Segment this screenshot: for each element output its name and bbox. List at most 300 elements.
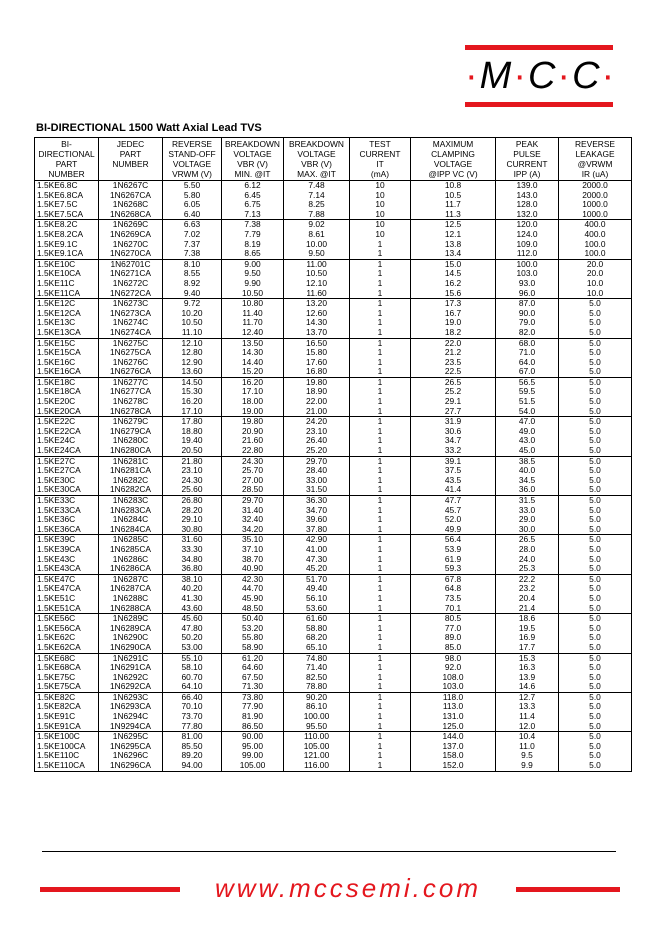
table-cell: 103.0	[496, 269, 559, 279]
table-cell: 1.5KE30C	[35, 476, 99, 486]
table-cell: 14.30	[284, 318, 350, 328]
table-cell: 95.00	[222, 742, 284, 752]
table-cell: 15.30	[163, 387, 222, 397]
table-cell: 47.0	[496, 417, 559, 427]
table-cell: 1	[350, 348, 411, 358]
table-cell: 7.02	[163, 230, 222, 240]
table-cell: 26.40	[284, 436, 350, 446]
table-cell: 71.40	[284, 663, 350, 673]
table-cell: 1N6287CA	[99, 584, 163, 594]
table-cell: 12.10	[284, 279, 350, 289]
column-header-line: MAX. @IT	[297, 169, 336, 179]
table-cell: 1.5KE7.5C	[35, 200, 99, 210]
table-cell: 128.0	[496, 200, 559, 210]
table-cell: 103.0	[411, 682, 496, 692]
table-cell: 5.0	[559, 742, 632, 752]
table-cell: 1	[350, 564, 411, 574]
table-cell: 73.80	[222, 692, 284, 702]
table-cell: 34.7	[411, 436, 496, 446]
table-cell: 34.20	[222, 525, 284, 535]
table-cell: 1.5KE82CA	[35, 702, 99, 712]
table-cell: 1N6293CA	[99, 702, 163, 712]
column-header-line: NUMBER	[48, 169, 85, 179]
table-cell: 12.40	[222, 328, 284, 338]
table-cell: 1N6283CA	[99, 506, 163, 516]
table-cell: 1N6296C	[99, 751, 163, 761]
table-cell: 26.5	[496, 535, 559, 545]
column-header-line: MIN. @IT	[234, 169, 271, 179]
table-cell: 7.38	[222, 220, 284, 230]
table-cell: 132.0	[496, 210, 559, 220]
table-cell: 5.0	[559, 663, 632, 673]
table-cell: 1	[350, 692, 411, 702]
table-cell: 43.5	[411, 476, 496, 486]
table-cell: 1	[350, 249, 411, 259]
column-header-line: REVERSE	[171, 139, 213, 149]
table-cell: 137.0	[411, 742, 496, 752]
column-header-line: IPP (A)	[513, 169, 541, 179]
table-cell: 1	[350, 397, 411, 407]
table-cell: 1.5KE27C	[35, 456, 99, 466]
table-cell: 5.0	[559, 604, 632, 614]
table-cell: 19.40	[163, 436, 222, 446]
table-cell: 18.90	[284, 387, 350, 397]
table-cell: 1N6269CA	[99, 230, 163, 240]
table-cell: 14.50	[163, 377, 222, 387]
table-cell: 82.0	[496, 328, 559, 338]
table-cell: 9.02	[284, 220, 350, 230]
table-cell: 121.00	[284, 751, 350, 761]
table-cell: 93.0	[496, 279, 559, 289]
table-cell: 1.5KE11C	[35, 279, 99, 289]
table-cell: 20.0	[559, 259, 632, 269]
table-cell: 53.60	[284, 604, 350, 614]
table-cell: 5.0	[559, 446, 632, 456]
table-cell: 1.5KE36C	[35, 515, 99, 525]
table-cell: 60.70	[163, 673, 222, 683]
table-cell: 5.0	[559, 653, 632, 663]
table-cell: 39.1	[411, 456, 496, 466]
table-cell: 32.40	[222, 515, 284, 525]
table-cell: 5.0	[559, 564, 632, 574]
table-cell: 23.2	[496, 584, 559, 594]
table-cell: 158.0	[411, 751, 496, 761]
table-cell: 26.80	[163, 496, 222, 506]
table-cell: 36.0	[496, 485, 559, 495]
table-cell: 11.60	[284, 289, 350, 299]
column-header	[222, 138, 284, 181]
table-cell: 9.50	[284, 249, 350, 259]
table-row	[35, 761, 632, 771]
table-cell: 8.92	[163, 279, 222, 289]
table-cell: 5.50	[163, 181, 222, 191]
table-cell: 58.90	[222, 643, 284, 653]
column-header-line: CURRENT	[506, 159, 548, 169]
table-cell: 10	[350, 210, 411, 220]
table-cell: 7.88	[284, 210, 350, 220]
table-cell: 1.5KE43CA	[35, 564, 99, 574]
column-header-line: VOLTAGE	[172, 159, 212, 169]
table-cell: 65.10	[284, 643, 350, 653]
table-cell: 34.80	[163, 555, 222, 565]
table-cell: 24.20	[284, 417, 350, 427]
table-cell: 74.80	[284, 653, 350, 663]
table-cell: 17.7	[496, 643, 559, 653]
column-header-line: STAND-OFF	[168, 149, 216, 159]
table-cell: 45.90	[222, 594, 284, 604]
table-cell: 20.4	[496, 594, 559, 604]
table-cell: 1N6280C	[99, 436, 163, 446]
table-cell: 25.2	[411, 387, 496, 397]
table-cell: 1.5KE24CA	[35, 446, 99, 456]
table-cell: 11.40	[222, 309, 284, 319]
table-cell: 5.0	[559, 555, 632, 565]
table-cell: 1.5KE47C	[35, 574, 99, 584]
table-cell: 64.8	[411, 584, 496, 594]
logo-letter-c1: C	[527, 55, 558, 97]
table-cell: 5.0	[559, 427, 632, 437]
table-cell: 5.0	[559, 328, 632, 338]
table-cell: 1	[350, 702, 411, 712]
table-cell: 40.90	[222, 564, 284, 574]
table-cell: 1	[350, 496, 411, 506]
table-cell: 1N6281CA	[99, 466, 163, 476]
table-cell: 113.0	[411, 702, 496, 712]
table-cell: 90.20	[284, 692, 350, 702]
table-cell: 50.40	[222, 614, 284, 624]
table-cell: 1	[350, 594, 411, 604]
table-cell: 5.0	[559, 309, 632, 319]
table-cell: 18.2	[411, 328, 496, 338]
table-cell: 1.5KE110C	[35, 751, 99, 761]
table-cell: 1000.0	[559, 210, 632, 220]
table-cell: 1N6295C	[99, 732, 163, 742]
table-row	[35, 407, 632, 417]
table-cell: 19.00	[222, 407, 284, 417]
table-cell: 64.10	[163, 682, 222, 692]
logo-top-bar	[465, 45, 613, 50]
table-cell: 1.5KE13CA	[35, 328, 99, 338]
table-cell: 5.0	[559, 417, 632, 427]
table-cell: 12.10	[163, 338, 222, 348]
table-cell: 1	[350, 367, 411, 377]
table-cell: 79.0	[496, 318, 559, 328]
table-cell: 13.8	[411, 240, 496, 250]
table-cell: 7.37	[163, 240, 222, 250]
table-cell: 1000.0	[559, 200, 632, 210]
table-cell: 10	[350, 181, 411, 191]
table-row	[35, 249, 632, 259]
table-cell: 25.20	[284, 446, 350, 456]
column-header	[99, 138, 163, 181]
table-cell: 10.50	[163, 318, 222, 328]
table-cell: 64.60	[222, 663, 284, 673]
table-cell: 21.60	[222, 436, 284, 446]
table-cell: 152.0	[411, 761, 496, 771]
table-cell: 1N6272C	[99, 279, 163, 289]
table-cell: 1N6276C	[99, 358, 163, 368]
table-cell: 52.0	[411, 515, 496, 525]
column-header-line: BREAKDOWN	[289, 139, 344, 149]
table-cell: 1N6283C	[99, 496, 163, 506]
table-cell: 1	[350, 338, 411, 348]
table-cell: 28.50	[222, 485, 284, 495]
table-cell: 21.2	[411, 348, 496, 358]
table-cell: 5.0	[559, 584, 632, 594]
table-cell: 5.0	[559, 525, 632, 535]
table-cell: 13.3	[496, 702, 559, 712]
table-cell: 53.9	[411, 545, 496, 555]
table-cell: 16.2	[411, 279, 496, 289]
table-cell: 1	[350, 427, 411, 437]
table-cell: 86.50	[222, 722, 284, 732]
table-cell: 6.05	[163, 200, 222, 210]
table-cell: 5.0	[559, 692, 632, 702]
table-cell: 1N6295CA	[99, 742, 163, 752]
column-header	[35, 138, 99, 181]
table-cell: 58.80	[284, 624, 350, 634]
column-header-line: IT	[376, 159, 384, 169]
table-cell: 37.10	[222, 545, 284, 555]
table-cell: 1N6291C	[99, 653, 163, 663]
table-cell: 1.5KE20C	[35, 397, 99, 407]
table-cell: 1N6274C	[99, 318, 163, 328]
table-cell: 1	[350, 732, 411, 742]
table-cell: 1N6280CA	[99, 446, 163, 456]
table-cell: 33.2	[411, 446, 496, 456]
table-cell: 22.00	[284, 397, 350, 407]
table-cell: 43.60	[163, 604, 222, 614]
table-cell: 1.5KE110CA	[35, 761, 99, 771]
table-cell: 33.0	[496, 506, 559, 516]
table-cell: 1	[350, 377, 411, 387]
table-cell: 61.20	[222, 653, 284, 663]
table-cell: 1N6285CA	[99, 545, 163, 555]
table-cell: 10.4	[496, 732, 559, 742]
table-cell: 5.0	[559, 407, 632, 417]
table-cell: 5.0	[559, 466, 632, 476]
table-cell: 1.5KE11CA	[35, 289, 99, 299]
table-cell: 25.70	[222, 466, 284, 476]
table-cell: 1N6272CA	[99, 289, 163, 299]
table-cell: 1	[350, 407, 411, 417]
table-cell: 5.0	[559, 348, 632, 358]
table-cell: 110.00	[284, 732, 350, 742]
table-cell: 12.0	[496, 722, 559, 732]
table-cell: 5.0	[559, 485, 632, 495]
table-cell: 1.5KE100CA	[35, 742, 99, 752]
table-cell: 5.0	[559, 515, 632, 525]
table-cell: 41.30	[163, 594, 222, 604]
table-cell: 1N6288CA	[99, 604, 163, 614]
table-cell: 11.3	[411, 210, 496, 220]
table-cell: 1.5KE43C	[35, 555, 99, 565]
table-cell: 49.0	[496, 427, 559, 437]
table-cell: 90.00	[222, 732, 284, 742]
footer-divider	[42, 851, 616, 852]
table-cell: 1N6273C	[99, 299, 163, 309]
table-cell: 1	[350, 643, 411, 653]
table-cell: 56.4	[411, 535, 496, 545]
table-cell: 8.19	[222, 240, 284, 250]
table-cell: 1.5KE47CA	[35, 584, 99, 594]
table-cell: 5.0	[559, 761, 632, 771]
table-cell: 40.0	[496, 466, 559, 476]
table-cell: 1.5KE51C	[35, 594, 99, 604]
table-cell: 17.3	[411, 299, 496, 309]
table-cell: 1	[350, 259, 411, 269]
table-cell: 9.90	[222, 279, 284, 289]
table-cell: 1	[350, 535, 411, 545]
table-cell: 1.5KE22C	[35, 417, 99, 427]
document-title: BI-DIRECTIONAL 1500 Watt Axial Lead TVS	[36, 122, 262, 134]
table-cell: 1N6267C	[99, 181, 163, 191]
table-cell: 1.5KE82C	[35, 692, 99, 702]
column-header	[559, 138, 632, 181]
table-cell: 2000.0	[559, 191, 632, 201]
table-cell: 11.4	[496, 712, 559, 722]
table-cell: 17.10	[163, 407, 222, 417]
column-header-line: PULSE	[513, 149, 541, 159]
table-cell: 20.50	[163, 446, 222, 456]
table-cell: 22.2	[496, 574, 559, 584]
table-cell: 1	[350, 584, 411, 594]
table-cell: 1N6285C	[99, 535, 163, 545]
column-header-line: PART	[119, 149, 142, 159]
table-cell: 9.50	[222, 269, 284, 279]
table-cell: 12.7	[496, 692, 559, 702]
table-cell: 92.0	[411, 663, 496, 673]
table-cell: 10.0	[559, 279, 632, 289]
table-cell: 7.38	[163, 249, 222, 259]
table-cell: 400.0	[559, 230, 632, 240]
table-cell: 6.45	[222, 191, 284, 201]
table-cell: 16.9	[496, 633, 559, 643]
table-cell: 45.7	[411, 506, 496, 516]
table-cell: 1	[350, 466, 411, 476]
table-cell: 45.0	[496, 446, 559, 456]
table-cell: 15.3	[496, 653, 559, 663]
table-cell: 16.80	[284, 367, 350, 377]
table-cell: 89.20	[163, 751, 222, 761]
table-cell: 86.10	[284, 702, 350, 712]
table-cell: 1N6270C	[99, 240, 163, 250]
table-cell: 1	[350, 525, 411, 535]
table-cell: 70.1	[411, 604, 496, 614]
table-cell: 1	[350, 604, 411, 614]
table-cell: 1	[350, 624, 411, 634]
table-cell: 28.40	[284, 466, 350, 476]
table-cell: 1	[350, 446, 411, 456]
mcc-logo	[465, 45, 617, 107]
table-cell: 9.00	[222, 259, 284, 269]
table-row	[35, 210, 632, 220]
table-cell: 9.72	[163, 299, 222, 309]
table-cell: 5.0	[559, 377, 632, 387]
table-cell: 1	[350, 614, 411, 624]
table-row	[35, 604, 632, 614]
table-cell: 400.0	[559, 220, 632, 230]
specifications-table	[34, 137, 632, 772]
table-cell: 1N6282CA	[99, 485, 163, 495]
table-cell: 6.40	[163, 210, 222, 220]
table-cell: 1.5KE56CA	[35, 624, 99, 634]
table-cell: 10	[350, 220, 411, 230]
column-header-line: PEAK	[515, 139, 539, 149]
table-cell: 1.5KE62C	[35, 633, 99, 643]
column-header-line: VRWM (V)	[172, 169, 212, 179]
column-header-line: NUMBER	[112, 159, 149, 169]
table-cell: 1N6270CA	[99, 249, 163, 259]
table-cell: 5.0	[559, 545, 632, 555]
column-header-line: @VRWM	[577, 159, 613, 169]
table-row	[35, 328, 632, 338]
table-cell: 14.40	[222, 358, 284, 368]
table-cell: 16.50	[284, 338, 350, 348]
table-cell: 1N6277CA	[99, 387, 163, 397]
column-header-line: BREAKDOWN	[225, 139, 280, 149]
table-cell: 1N6277C	[99, 377, 163, 387]
table-cell: 1.5KE36CA	[35, 525, 99, 535]
table-cell: 7.13	[222, 210, 284, 220]
table-cell: 120.0	[496, 220, 559, 230]
table-cell: 41.4	[411, 485, 496, 495]
table-cell: 25.3	[496, 564, 559, 574]
table-cell: 53.20	[222, 624, 284, 634]
table-cell: 1.5KE68C	[35, 653, 99, 663]
column-header-line: CLAMPING	[431, 149, 475, 159]
table-cell: 6.75	[222, 200, 284, 210]
table-cell: 5.0	[559, 299, 632, 309]
table-cell: 1.5KE18C	[35, 377, 99, 387]
table-cell: 1.5KE56C	[35, 614, 99, 624]
table-cell: 5.0	[559, 722, 632, 732]
table-cell: 16.7	[411, 309, 496, 319]
table-cell: 8.65	[222, 249, 284, 259]
table-cell: 1	[350, 673, 411, 683]
table-cell: 33.00	[284, 476, 350, 486]
logo-text: ·M·C·C·	[465, 55, 617, 97]
table-cell: 125.0	[411, 722, 496, 732]
table-cell: 31.9	[411, 417, 496, 427]
table-cell: 1	[350, 456, 411, 466]
table-cell: 35.10	[222, 535, 284, 545]
column-header-line: (mA)	[370, 169, 390, 179]
table-cell: 9.40	[163, 289, 222, 299]
table-cell: 1.5KE33C	[35, 496, 99, 506]
table-cell: 7.14	[284, 191, 350, 201]
column-header-line: @IPP VC (V)	[428, 169, 478, 179]
table-cell: 10	[350, 191, 411, 201]
table-cell: 10.80	[222, 299, 284, 309]
table-cell: 10.0	[559, 289, 632, 299]
table-cell: 28.0	[496, 545, 559, 555]
table-cell: 10	[350, 230, 411, 240]
table-cell: 1	[350, 318, 411, 328]
table-cell: 27.7	[411, 407, 496, 417]
table-cell: 85.50	[163, 742, 222, 752]
table-cell: 47.30	[284, 555, 350, 565]
table-cell: 17.60	[284, 358, 350, 368]
table-cell: 1.5KE6.8C	[35, 181, 99, 191]
table-row	[35, 682, 632, 692]
table-cell: 6.63	[163, 220, 222, 230]
website-url[interactable]: www.mccsemi.com	[214, 873, 481, 903]
table-cell: 48.50	[222, 604, 284, 614]
table-cell: 19.80	[222, 417, 284, 427]
table-cell: 1	[350, 328, 411, 338]
table-cell: 1N6278C	[99, 397, 163, 407]
